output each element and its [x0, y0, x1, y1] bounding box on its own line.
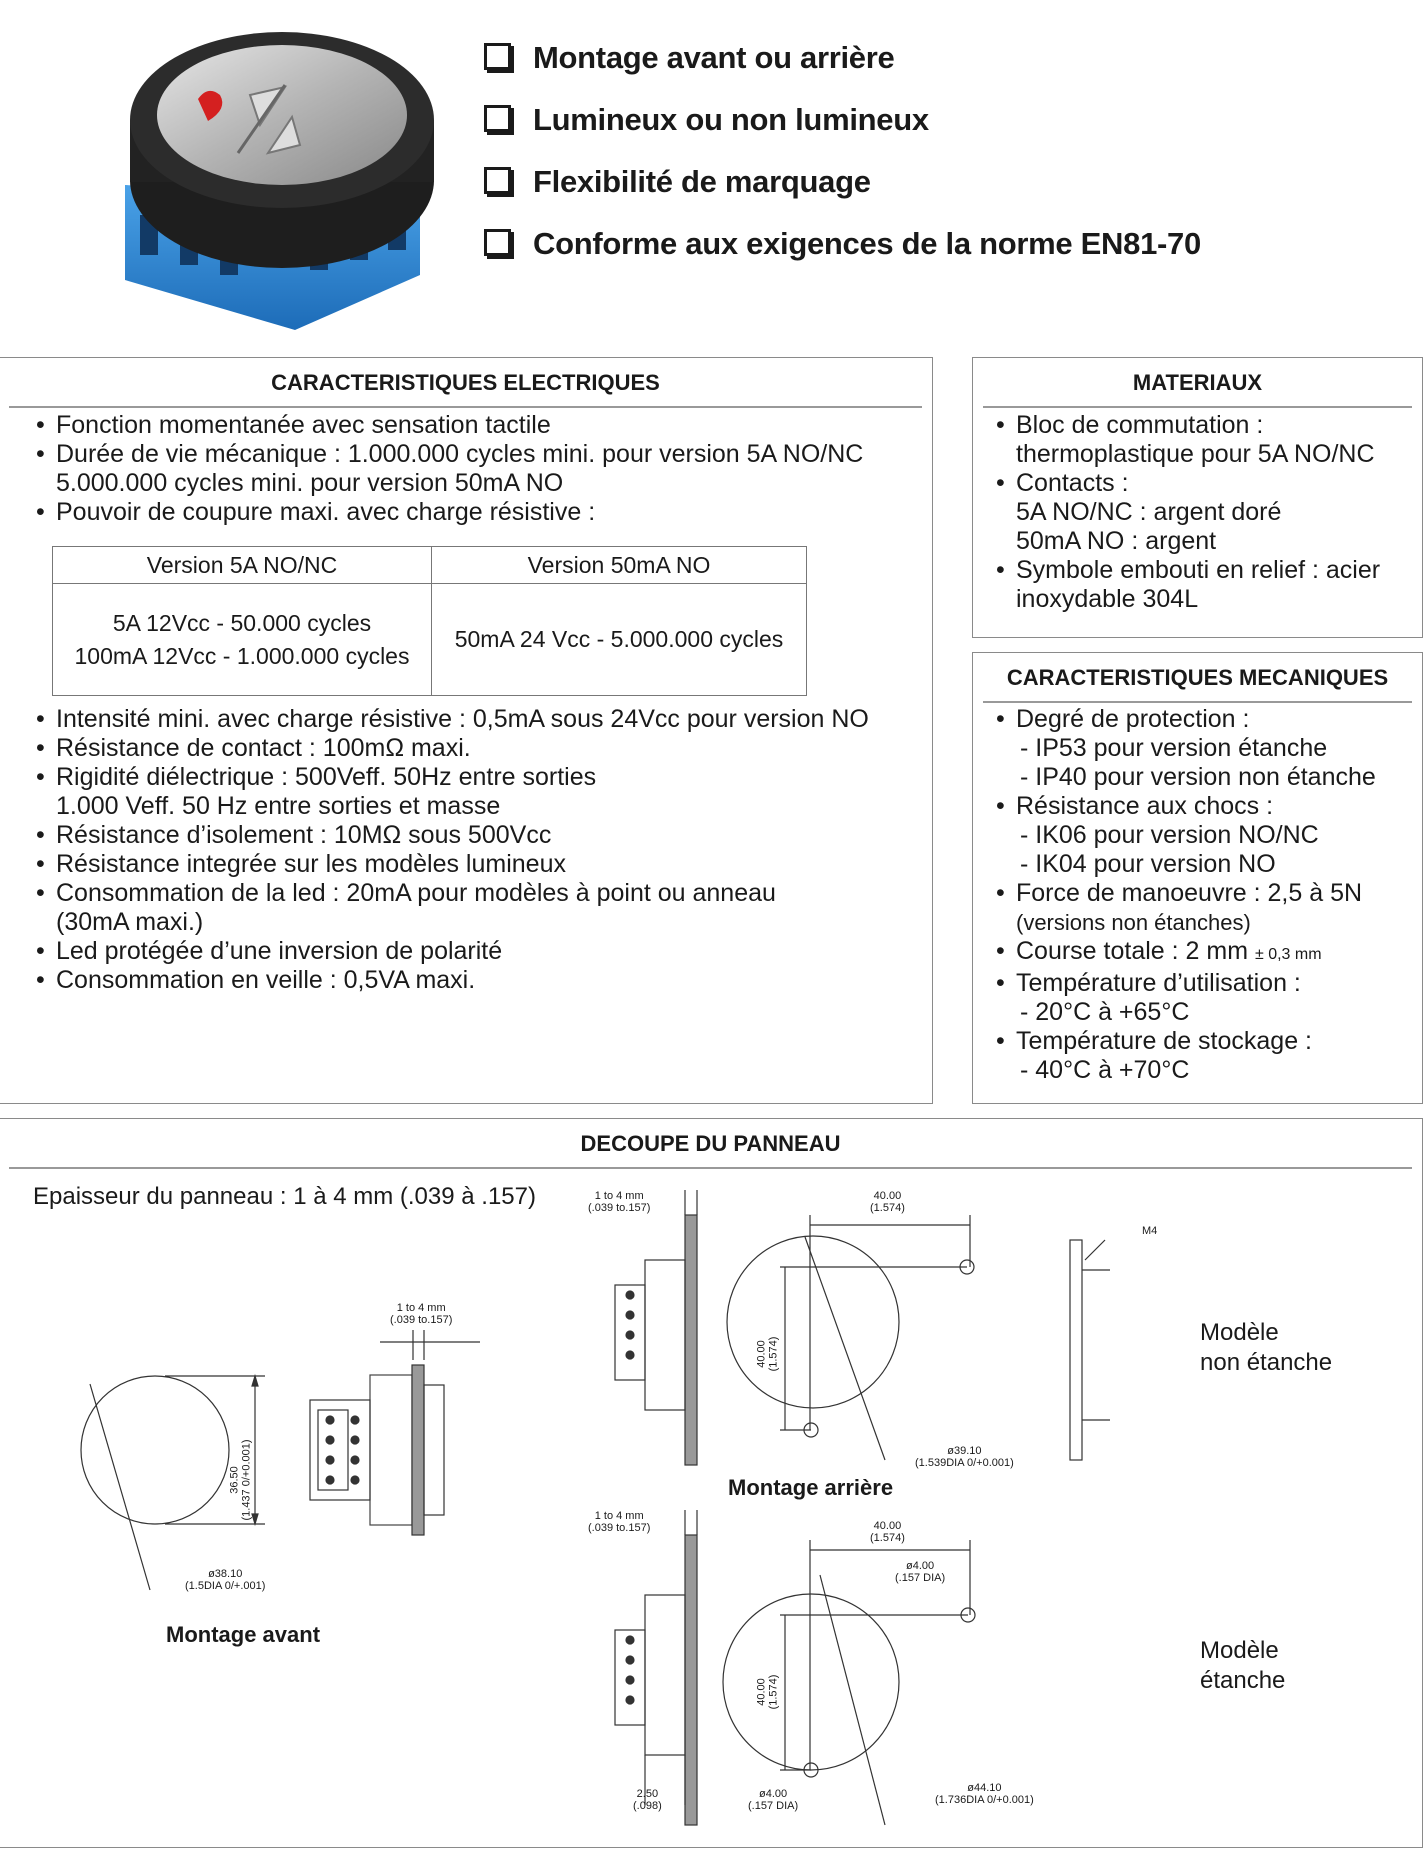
electrical-list-top	[30, 411, 920, 527]
dim-etanche-dia	[935, 1782, 1034, 1806]
etanche-drawing	[585, 1505, 1145, 1835]
table-header-5a: Version 5A NO/NC	[53, 547, 432, 584]
model-text: Modèle	[1200, 1319, 1279, 1346]
list-item: thermoplastique pour 5A NO/NC	[1016, 440, 1375, 468]
list-item: - IP40 pour version non étanche	[1020, 763, 1376, 791]
list-item: • Durée de vie mécanique : 1.000.000 cycles mini. pour version 5A NO/NC	[30, 440, 920, 469]
caption-montage-avant: Montage avant	[166, 1622, 321, 1647]
dim-etanche-width	[870, 1520, 905, 1544]
divider	[983, 701, 1412, 703]
list-item: • Résistance aux chocs :	[990, 792, 1420, 821]
course-tolerance: ± 0,3 mm	[1254, 946, 1322, 963]
dim-rear-width	[870, 1190, 905, 1214]
feature-label: Flexibilité de marquage	[533, 164, 871, 199]
feature-label: Conforme aux exigences de la norme EN81-70	[533, 226, 1201, 261]
list-item	[990, 937, 1420, 969]
list-item: • Température de stockage :	[990, 1027, 1420, 1056]
list-item: - IP53 pour version étanche	[1020, 734, 1328, 762]
dim-front-thickness	[390, 1302, 452, 1326]
list-item: • Symbole embouti en relief : acier	[990, 556, 1420, 585]
dim-rear-height	[755, 1337, 779, 1372]
list-item: • Bloc de commutation :	[990, 411, 1420, 440]
rear-mount-drawing	[585, 1185, 1145, 1470]
cell-line: 5A 12Vcc - 50.000 cycles	[112, 609, 372, 636]
model-text: non étanche	[1200, 1349, 1333, 1376]
dim-text: 40.00	[755, 1678, 768, 1706]
dim-text: 2.50	[636, 1788, 659, 1800]
dim-text: 40.00	[755, 1340, 768, 1368]
dim-front-dia	[185, 1568, 265, 1592]
panel-thickness: Epaisseur du panneau : 1 à 4 mm (.039 à .157)	[33, 1183, 536, 1210]
checkbox-icon	[484, 105, 511, 132]
dim-front-height	[229, 1439, 253, 1520]
list-item: (30mA maxi.)	[56, 908, 204, 936]
version-table	[52, 546, 807, 696]
dim-text: 1 to 4 mm	[396, 1302, 446, 1314]
list-item: 5A NO/NC : argent doré	[1016, 498, 1282, 526]
dim-text: (1.574)	[870, 1532, 905, 1544]
dim-text: ø39.10	[947, 1445, 982, 1457]
feature-1	[484, 40, 894, 76]
list-item: • Force de manoeuvre : 2,5 à 5N	[990, 879, 1420, 908]
list-item: • Consommation de la led : 20mA pour modèles à point ou anneau	[30, 879, 920, 908]
feature-label: Montage avant ou arrière	[533, 40, 895, 75]
dim-text: 36.50	[228, 1466, 241, 1494]
model-etanche	[1200, 1636, 1285, 1696]
dim-text: (.157 DIA)	[748, 1800, 799, 1812]
list-item: - IK04 pour version NO	[1020, 850, 1276, 878]
dim-text: (.039 to.157)	[588, 1202, 651, 1214]
cutout-title: DECOUPE DU PANNEAU	[580, 1131, 841, 1156]
materials-list	[990, 411, 1420, 614]
materials-title: MATERIAUX	[1132, 370, 1263, 395]
dim-rear-dia	[915, 1445, 1014, 1469]
list-item: • Pouvoir de coupure maxi. avec charge résistive :	[30, 498, 920, 527]
list-item: - 20°C à +65°C	[1020, 998, 1190, 1026]
mechanical-list	[990, 705, 1420, 1085]
dim-text: (1.5DIA 0/+.001)	[185, 1580, 266, 1592]
dim-text: 1 to 4 mm	[594, 1510, 644, 1522]
list-item: • Résistance d’isolement : 10MΩ sous 500Vcc	[30, 821, 920, 850]
list-item: • Résistance integrée sur les modèles lumineux	[30, 850, 920, 879]
model-non-etanche	[1200, 1318, 1332, 1378]
list-item: - 40°C à +70°C	[1020, 1056, 1190, 1084]
dim-text: (.098)	[633, 1800, 662, 1812]
table-cell-50ma: 50mA 24 Vcc - 5.000.000 cycles	[432, 584, 807, 696]
list-item: • Led protégée d’une inversion de polarité	[30, 937, 920, 966]
course-value: Course totale : 2 mm	[1016, 937, 1249, 965]
dim-m4: M4	[1142, 1225, 1158, 1237]
dim-text: (.039 to.157)	[390, 1314, 453, 1326]
dim-text: ø44.10	[967, 1782, 1002, 1794]
dim-text: (.039 to.157)	[588, 1522, 651, 1534]
list-item: • Intensité mini. avec charge résistive : 0,5mA sous 24Vcc pour version NO	[30, 705, 920, 734]
divider	[9, 406, 922, 408]
list-item: • Résistance de contact : 100mΩ maxi.	[30, 734, 920, 763]
divider	[9, 1167, 1412, 1169]
electrical-title: CARACTERISTIQUES ELECTRIQUES	[271, 370, 660, 395]
dim-text: (1.574)	[870, 1202, 905, 1214]
list-item: • Rigidité diélectrique : 500Veff. 50Hz entre sorties	[30, 763, 920, 792]
list-item: • Degré de protection :	[990, 705, 1420, 734]
dim-text: ø4.00	[906, 1560, 935, 1572]
product-photo	[120, 25, 445, 335]
table-cell-5a	[53, 584, 432, 696]
dim-text: (1.736DIA 0/+0.001)	[935, 1794, 1034, 1806]
list-item: inoxydable 304L	[1016, 585, 1199, 613]
list-item: • Fonction momentanée avec sensation tactile	[30, 411, 920, 440]
dim-text: (1.437 0/+0.001)	[240, 1439, 253, 1521]
list-item: • Contacts :	[990, 469, 1420, 498]
list-item: 50mA NO : argent	[1016, 527, 1217, 555]
feature-2	[484, 102, 929, 138]
list-item: - IK06 pour version NO/NC	[1020, 821, 1319, 849]
list-item: 5.000.000 cycles mini. pour version 50mA NO	[56, 469, 564, 497]
electrical-list-bottom	[30, 705, 920, 995]
dim-text: (.157 DIA)	[895, 1572, 946, 1584]
checkbox-icon	[484, 43, 511, 70]
dim-text: 1 to 4 mm	[594, 1190, 644, 1202]
feature-3	[484, 164, 871, 200]
mechanical-title: CARACTERISTIQUES MECANIQUES	[1006, 665, 1389, 690]
dim-text: ø38.10	[208, 1568, 243, 1580]
dim-text: (1.574)	[767, 1336, 780, 1372]
front-mount-drawing	[40, 1290, 480, 1610]
dim-text: (1.539DIA 0/+0.001)	[915, 1457, 1014, 1469]
checkbox-icon	[484, 229, 511, 256]
list-item: (versions non étanches)	[1016, 910, 1251, 935]
cell-line: 100mA 12Vcc - 1.000.000 cycles	[74, 642, 410, 669]
list-item: 1.000 Veff. 50 Hz entre sorties et masse	[56, 792, 501, 820]
model-text: Modèle	[1200, 1637, 1279, 1664]
dim-etanche-height	[755, 1675, 779, 1710]
dim-text: ø4.00	[759, 1788, 788, 1800]
list-item: • Consommation en veille : 0,5VA maxi.	[30, 966, 920, 995]
dim-text: (1.574)	[767, 1674, 780, 1710]
dim-etanche-hole-bottom	[748, 1788, 798, 1812]
checkbox-icon	[484, 167, 511, 194]
dim-rear-thickness	[588, 1190, 650, 1214]
caption-montage-arriere: Montage arrière	[728, 1475, 894, 1500]
divider	[983, 406, 1412, 408]
dim-etanche-thickness	[588, 1510, 650, 1534]
table-header-50ma: Version 50mA NO	[432, 547, 807, 584]
model-text: étanche	[1200, 1667, 1286, 1694]
list-item: • Température d’utilisation :	[990, 969, 1420, 998]
dim-etanche-hole-top	[895, 1560, 945, 1584]
dim-text: 40.00	[873, 1520, 902, 1532]
dim-etanche-offset	[633, 1788, 662, 1812]
feature-4	[484, 226, 1201, 262]
feature-label: Lumineux ou non lumineux	[533, 102, 929, 137]
dim-text: 40.00	[873, 1190, 902, 1202]
